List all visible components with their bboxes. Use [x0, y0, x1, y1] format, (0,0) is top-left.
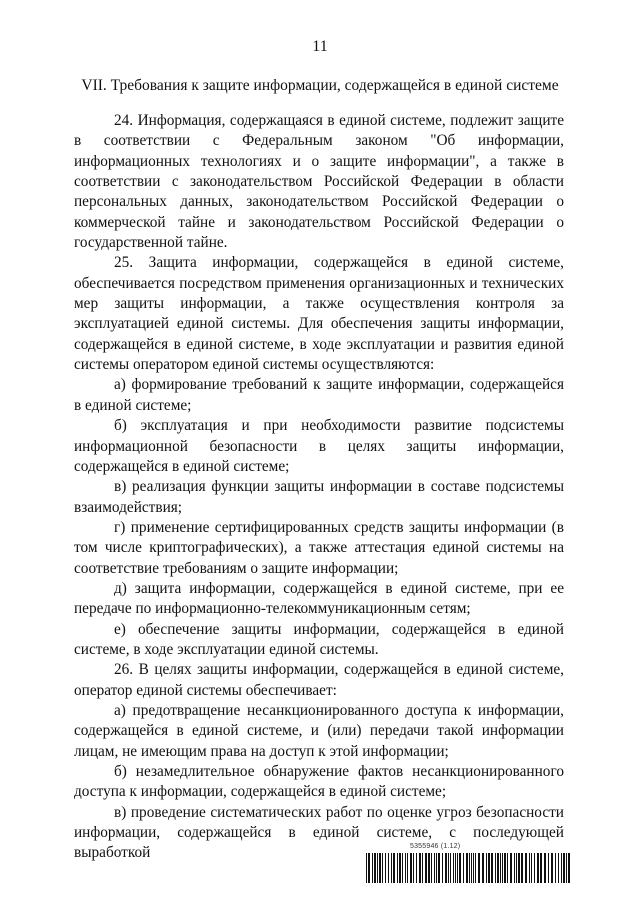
paragraph-25-item-v: в) реализация функции защиты информации в составе подсистемы взаимодействия; — [74, 478, 564, 516]
paragraph-25: 25. Защита информации, содержащейся в единой системе, обеспечивается посредством применения организационных и технических мер защиты информации, а также осуществления контроля за эксплуатацией единой системы. Для обеспечения защиты информации, содержащейся в единой системе, в ходе эксплуатации и развития единой системы оператором единой системы осуществляются: — [74, 254, 564, 374]
paragraph-25-item-d: д) защита информации, содержащейся в единой системе, при ее передаче по информационно-телекоммуникационным сетям; — [74, 579, 564, 618]
page-number: 11 — [312, 38, 328, 55]
section-title: VII. Требования к защите информации, содержащейся в единой системе — [81, 77, 559, 94]
barcode-block — [366, 843, 570, 885]
paragraph-25-item-b: б) эксплуатация и при необходимости развитие подсистемы информационной безопасности в целях защиты информации, содержащейся в единой системе; — [74, 417, 564, 475]
barcode-image — [366, 853, 570, 883]
paragraph-25-item-a: а) формирование требований к защите информации, содержащейся в единой системе; — [74, 376, 564, 414]
body-text — [74, 111, 564, 864]
paragraph-26-item-b: б) незамедлительное обнаружение фактов несанкционированного доступа к информации, содержащейся в единой системе; — [74, 763, 564, 801]
paragraph-26-item-v: в) проведение систематических работ по оценке угроз безопасности информации, содержащейся в единой системе, с последующей выработкой — [74, 803, 564, 862]
paragraph-26: 26. В целях защиты информации, содержащейся в единой системе, оператор единой системы обеспечивает: — [74, 661, 564, 699]
paragraph-24: 24. Информация, содержащаяся в единой системе, подлежит защите в соответствии с Федеральным законом "Об информации, информационных технологиях и о защите информации", а также в соответствии с законодательством Российской Федерации в области персональных данных, законодательством Российской Федерации о коммерческой тайне и законодательством Российской Федерации о государственной тайне. — [74, 112, 564, 252]
paragraph-25-item-e: е) обеспечение защиты информации, содержащейся в единой системе, в ходе эксплуатации единой системы. — [74, 620, 564, 658]
paragraph-25-item-g: г) применение сертифицированных средств защиты информации (в том числе криптографических), а также аттестация единой системы на соответствие требованиям о защите информации; — [74, 518, 564, 577]
barcode-code: 5355946 (1.12) — [410, 843, 461, 850]
paragraph-26-item-a: а) предотвращение несанкционированного доступа к информации, содержащейся в единой системе, и (или) передачи такой информации лицам, не имеющим права на доступ к этой информации; — [74, 701, 564, 760]
